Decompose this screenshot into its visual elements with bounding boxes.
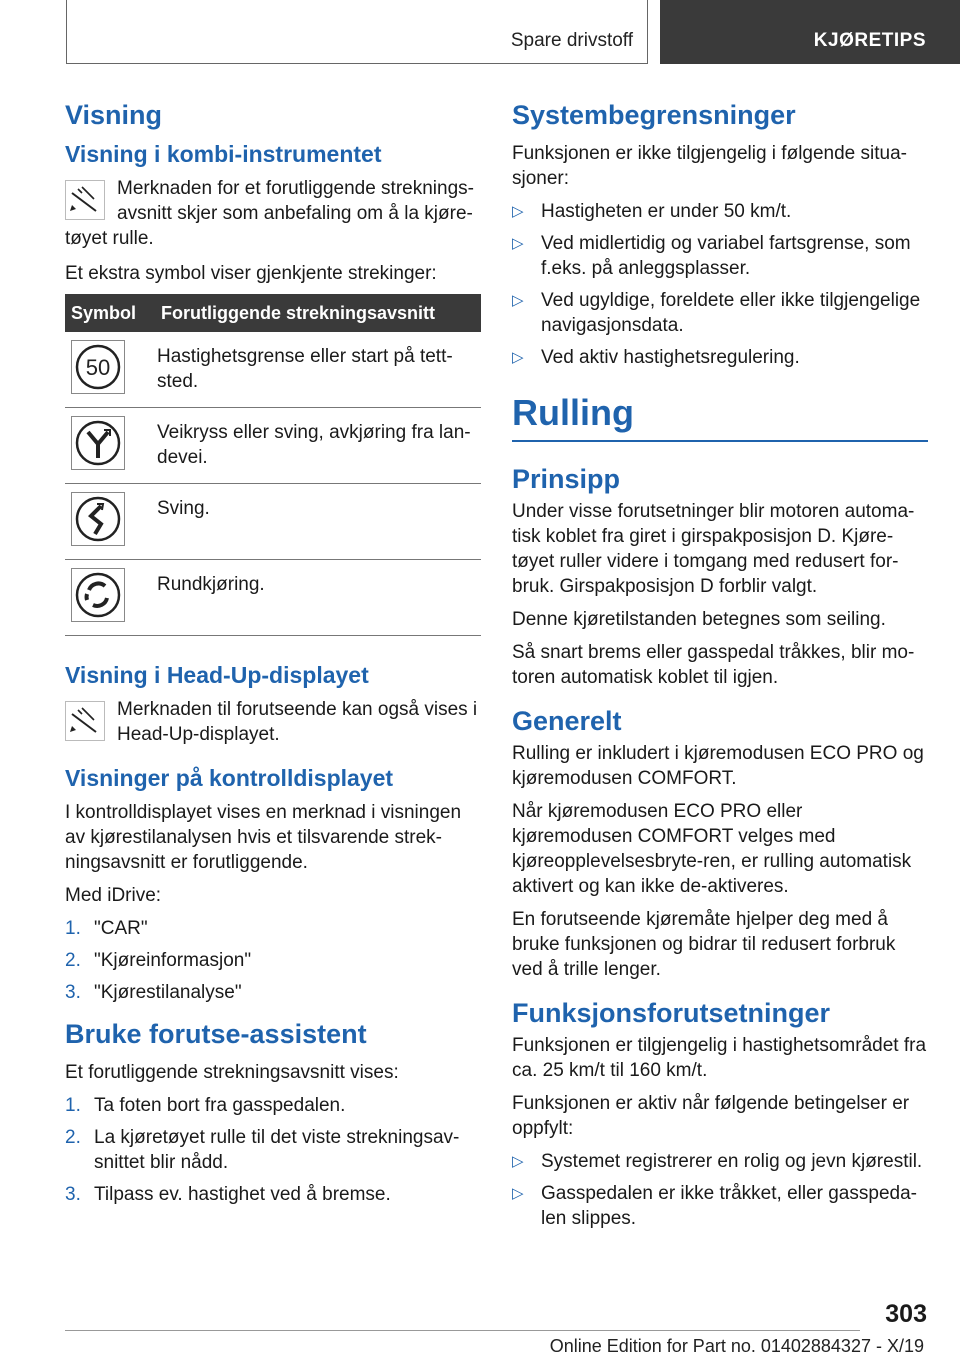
note-icon xyxy=(65,701,105,741)
symbol-table xyxy=(65,294,481,636)
note-kombi xyxy=(65,176,481,251)
header-chapter-box xyxy=(660,0,960,64)
list-item: 3. Tilpass ev. hastighet ved å bremse. xyxy=(65,1184,391,1205)
paragraph-forutse: Et forutliggende strekningsavsnitt vises: xyxy=(65,1062,399,1083)
table-cell-text: Veikryss eller sving, avkjøring fra lan-devei. xyxy=(155,408,481,484)
paragraph-generelt-2: Når kjøremodusen ECO PRO eller kjøremodusen COMFORT velges med kjøreopplevelsesbryte-ren, er rulling automatisk aktivert og kan ikke de-aktiveres. xyxy=(512,801,912,897)
note-head-up xyxy=(65,697,481,747)
curve-icon xyxy=(71,492,125,546)
list-item: 2. "Kjøreinformasjon" xyxy=(65,950,252,971)
list-item: ▷ Hastigheten er under 50 km/t. xyxy=(512,201,792,222)
note-icon xyxy=(65,180,105,220)
junction-icon xyxy=(71,416,125,470)
table-cell-text: Hastighetsgrense eller start på tett-sted. xyxy=(155,332,481,408)
section-title-generelt: Generelt xyxy=(512,706,622,736)
section-title-systembegrensninger: Systembegrensninger xyxy=(512,100,796,130)
table-cell-text: Sving. xyxy=(155,484,481,560)
note-kombi-text: Merknaden for et forutliggende streknings-avsnitt skjer som anbefaling om å la kjøre-tøyet rulle. xyxy=(65,178,474,249)
paragraph-conditions: Funksjonen er aktiv når følgende betingelser er oppfylt: xyxy=(512,1093,910,1139)
list-item: 3. "Kjørestilanalyse" xyxy=(65,982,242,1003)
paragraph-generelt-3: En forutseende kjøremåte hjelper deg med å bruke funksjonen og bidrar til redusert forbruk ved å trille lenger. xyxy=(512,909,896,980)
conditions-list xyxy=(512,1149,928,1231)
list-item: 1. "CAR" xyxy=(65,918,148,939)
table-row xyxy=(65,560,481,636)
paragraph-kontrolldisplay: I kontrolldisplayet vises en merknad i visningen av kjørestilanalysen hvis et tilsvarende strek-ningsavsnitt er forutliggende. xyxy=(65,802,462,873)
note-head-up-text: Merknaden til forutseende kan også vises i Head-Up-displayet. xyxy=(117,699,478,745)
table-header-symbol: Symbol xyxy=(65,294,155,332)
section-title-visning: Visning xyxy=(65,100,163,130)
paragraph-idrive: Med iDrive: xyxy=(65,885,162,906)
subsection-kombi-instrument: Visning i kombi-instrumentet xyxy=(65,141,382,167)
paragraph-limits: Funksjonen er ikke tilgjengelig i følgende situa-sjoner: xyxy=(512,143,907,189)
left-column xyxy=(65,100,481,1215)
list-item: 1. Ta foten bort fra gasspedalen. xyxy=(65,1095,346,1116)
footer-edition: Online Edition for Part no. 01402884327 - X/19 xyxy=(549,1336,924,1356)
subsection-head-up: Visning i Head-Up-displayet xyxy=(65,662,369,688)
idrive-steps xyxy=(65,916,481,1005)
limits-list xyxy=(512,199,928,370)
section-title-prinsipp: Prinsipp xyxy=(512,464,621,494)
paragraph-generelt-1: Rulling er inkludert i kjøremodusen ECO PRO og kjøremodusen COMFORT. xyxy=(512,743,924,789)
header-section-box xyxy=(66,0,648,64)
page-number: 303 xyxy=(885,1300,927,1328)
forutse-steps xyxy=(65,1093,481,1207)
paragraph-symbol-intro: Et ekstra symbol viser gjenkjente strekinger: xyxy=(65,263,437,284)
roundabout-icon xyxy=(71,568,125,622)
section-title-funksjonsforutsetninger: Funksjonsforutsetninger xyxy=(512,998,831,1028)
list-item: ▷ Gasspedalen er ikke tråkket, eller gasspeda-len slippes. xyxy=(512,1183,917,1229)
list-item: ▷ Systemet registrerer en rolig og jevn kjørestil. xyxy=(512,1151,923,1172)
subsection-kontrolldisplay: Visninger på kontrolldisplayet xyxy=(65,765,394,791)
footer-divider xyxy=(65,1330,860,1331)
table-header-section: Forutliggende strekningsavsnitt xyxy=(155,294,481,332)
list-item: ▷ Ved midlertidig og variabel fartsgrense, som f.eks. på anleggsplasser. xyxy=(512,233,911,279)
table-row xyxy=(65,332,481,408)
svg-text:50: 50 xyxy=(85,355,111,380)
right-column xyxy=(512,100,928,1239)
header-section-title: Spare drivstoff xyxy=(510,30,633,51)
table-row xyxy=(65,408,481,484)
chapter-title-rulling: Rulling xyxy=(512,392,928,442)
table-row xyxy=(65,484,481,560)
paragraph-prinsipp: Under visse forutsetninger blir motoren automa-tisk koblet fra giret i girspakposisjon D. Kjøre-tøyet ruller videre i tomgang med redusert for-bruk. Girspakposisjon D forblir valgt. xyxy=(512,501,915,597)
table-cell-text: Rundkjøring. xyxy=(155,560,481,636)
list-item: ▷ Ved ugyldige, foreldete eller ikke tilgjengelige navigasjonsdata. xyxy=(512,290,921,336)
section-title-forutse: Bruke forutse-assistent xyxy=(65,1019,367,1049)
list-item: ▷ Ved aktiv hastighetsregulering. xyxy=(512,347,800,368)
list-item: 2. La kjøretøyet rulle til det viste strekningsav-snittet blir nådd. xyxy=(65,1127,460,1173)
speed-limit-50-icon xyxy=(71,340,125,394)
paragraph-speed-range: Funksjonen er tilgjengelig i hastighetsområdet fra ca. 25 km/t til 160 km/t. xyxy=(512,1035,927,1081)
paragraph-seiling: Denne kjøretilstanden betegnes som seiling. xyxy=(512,609,886,630)
paragraph-reconnect: Så snart brems eller gasspedal tråkkes, blir mo-toren automatisk koblet til igjen. xyxy=(512,642,915,688)
header-chapter-title: KJØRETIPS xyxy=(813,30,926,51)
